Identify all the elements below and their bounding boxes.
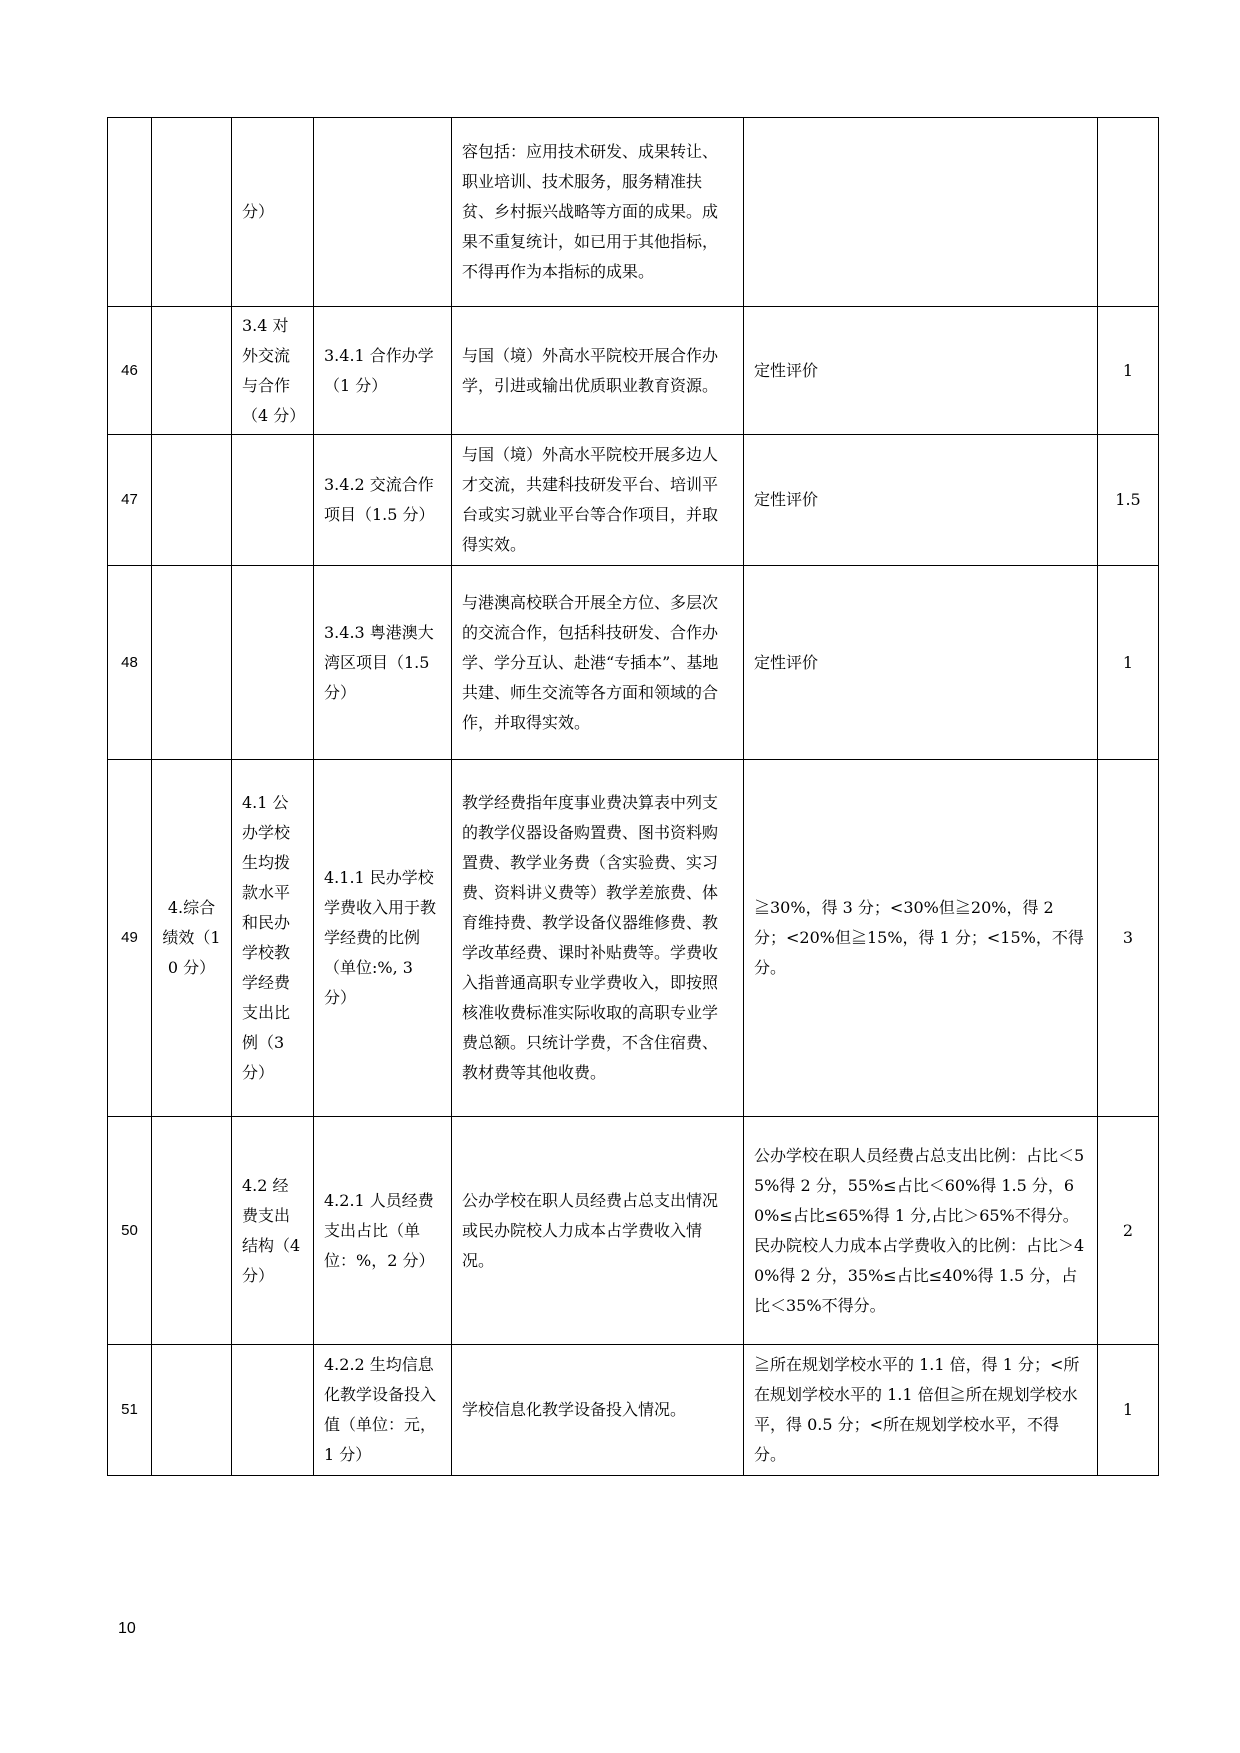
level1-indicator <box>152 566 232 760</box>
indicator-table <box>107 117 1159 1476</box>
table-row <box>108 435 1159 566</box>
scoring-criteria: 定性评价 <box>744 307 1098 435</box>
scoring-criteria: 定性评价 <box>744 566 1098 760</box>
row-number: 51 <box>108 1345 152 1476</box>
score: 3 <box>1098 760 1159 1117</box>
scoring-criteria: 定性评价 <box>744 435 1098 566</box>
score: 1 <box>1098 566 1159 760</box>
indicator-content: 与国（境）外高水平院校开展合作办学，引进或输出优质职业教育资源。 <box>452 307 744 435</box>
row-number: 46 <box>108 307 152 435</box>
score: 1.5 <box>1098 435 1159 566</box>
level3-indicator: 3.4.1 合作办学（1 分） <box>314 307 452 435</box>
row-number: 50 <box>108 1117 152 1345</box>
scoring-criteria <box>744 1117 1098 1345</box>
page-number: 10 <box>118 1620 136 1637</box>
level1-indicator <box>152 307 232 435</box>
table-row <box>108 1345 1159 1476</box>
level1-indicator <box>152 118 232 307</box>
level1-indicator <box>152 1345 232 1476</box>
indicator-content: 公办学校在职人员经费占总支出情况或民办院校人力成本占学费收入情况。 <box>452 1117 744 1345</box>
level3-indicator <box>314 118 452 307</box>
indicator-content: 与国（境）外高水平院校开展多边人才交流，共建科技研发平台、培训平台或实习就业平台等合作项目，并取得实效。 <box>452 435 744 566</box>
row-number: 49 <box>108 760 152 1117</box>
level2-indicator: 4.1 公办学校生均拨款水平和民办学校教学经费支出比例（3 分） <box>232 760 314 1117</box>
level3-indicator: 3.4.2 交流合作项目（1.5 分） <box>314 435 452 566</box>
level3-indicator: 4.2.1 人员经费支出占比（单位：%，2 分） <box>314 1117 452 1345</box>
level2-indicator <box>232 566 314 760</box>
level3-indicator: 4.1.1 民办学校学费收入用于教学经费的比例（单位:%, 3 分） <box>314 760 452 1117</box>
scoring-criteria <box>744 118 1098 307</box>
indicator-content: 教学经费指年度事业费决算表中列支的教学仪器设备购置费、图书资料购置费、教学业务费（含实验费、实习费、资料讲义费等）教学差旅费、体育维持费、教学设备仪器维修费、教学改革经费、课时补贴费等。学费收入指普通高职专业学费收入，即按照核准收费标准实际收取的高职专业学费总额。只统计学费，不含住宿费、教材费等其他收费。 <box>452 760 744 1117</box>
indicator-content: 容包括：应用技术研发、成果转让、职业培训、技术服务，服务精准扶贫、乡村振兴战略等方面的成果。成果不重复统计，如已用于其他指标，不得再作为本指标的成果。 <box>452 118 744 307</box>
table-row <box>108 307 1159 435</box>
row-number: 47 <box>108 435 152 566</box>
level2-indicator: 4.2 经费支出结构（4 分） <box>232 1117 314 1345</box>
level2-indicator: 分） <box>232 118 314 307</box>
score: 2 <box>1098 1117 1159 1345</box>
criteria-private-schools: 民办院校人力成本占学费收入的比例：占比＞40%得 2 分，35%≤占比≤40%得 1.5 分，占比＜35%不得分。 <box>754 1235 1085 1315</box>
score: 1 <box>1098 1345 1159 1476</box>
level2-indicator <box>232 435 314 566</box>
indicator-content: 学校信息化教学设备投入情况。 <box>452 1345 744 1476</box>
score <box>1098 118 1159 307</box>
table-row <box>108 760 1159 1117</box>
scoring-criteria: ≧所在规划学校水平的 1.1 倍，得 1 分；<所在规划学校水平的 1.1 倍但≧所在规划学校水平，得 0.5 分；<所在规划学校水平，不得分。 <box>744 1345 1098 1476</box>
row-number: 48 <box>108 566 152 760</box>
level3-indicator: 4.2.2 生均信息化教学设备投入值（单位：元，1 分） <box>314 1345 452 1476</box>
level2-indicator: 3.4 对外交流与合作（4 分） <box>232 307 314 435</box>
level3-indicator: 3.4.3 粤港澳大湾区项目（1.5 分） <box>314 566 452 760</box>
table-row <box>108 118 1159 307</box>
row-number <box>108 118 152 307</box>
level1-indicator: 4.综合绩效（10 分） <box>152 760 232 1117</box>
scoring-criteria: ≧30%，得 3 分；<30%但≧20%，得 2 分；<20%但≧15%，得 1 分；<15%，不得分。 <box>744 760 1098 1117</box>
level1-indicator <box>152 435 232 566</box>
level2-indicator <box>232 1345 314 1476</box>
criteria-public-schools: 公办学校在职人员经费占总支出比例：占比＜55%得 2 分，55%≤占比＜60%得 1.5 分，60%≤占比≤65%得 1 分,占比＞65%不得分。 <box>754 1145 1085 1225</box>
score: 1 <box>1098 307 1159 435</box>
table-row <box>108 566 1159 760</box>
indicator-content: 与港澳高校联合开展全方位、多层次的交流合作，包括科技研发、合作办学、学分互认、赴港“专插本”、基地共建、师生交流等各方面和领域的合作，并取得实效。 <box>452 566 744 760</box>
level1-indicator <box>152 1117 232 1345</box>
table-row <box>108 1117 1159 1345</box>
